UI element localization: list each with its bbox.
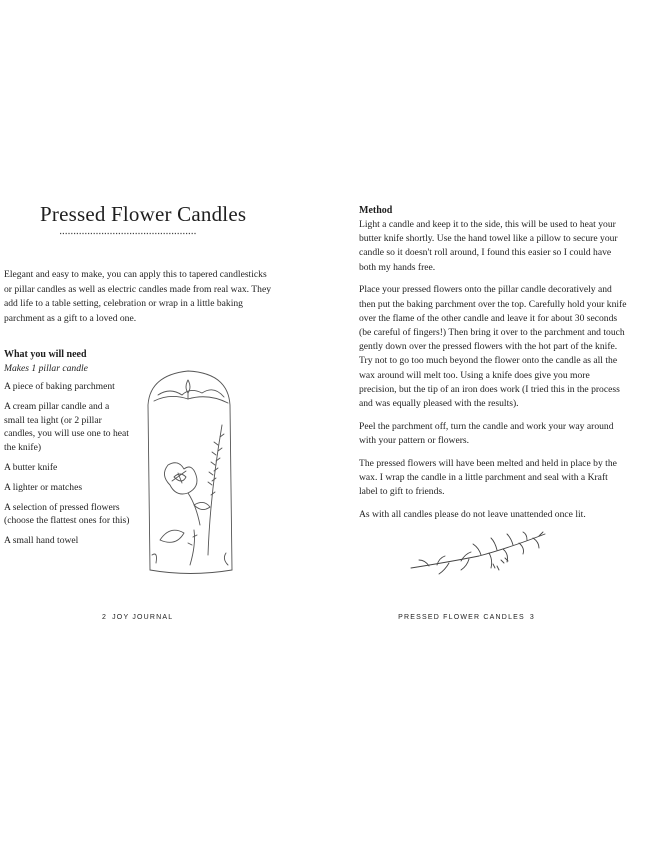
materials-list: [4, 380, 132, 554]
left-page: [0, 0, 331, 848]
folio-left: [102, 614, 173, 621]
method-heading: Method: [359, 205, 393, 216]
needs-subheading: Makes 1 pillar candle: [4, 363, 88, 374]
list-item: A lighter or matches: [4, 481, 83, 493]
list-item: A selection of pressed flowers (choose the flattest ones for this): [4, 501, 130, 526]
intro-paragraph: Elegant and easy to make, you can apply this to tapered candlesticks or pillar candles as well as electric candles made from real wax. They add life to a table setting, celebration or wrap in a little baking parchment as a gift to a loved one.: [4, 269, 271, 324]
method-steps: [359, 218, 627, 530]
right-page: [331, 0, 663, 848]
page-number: 2: [102, 614, 108, 621]
method-step: As with all candles please do not leave unattended once lit.: [359, 508, 586, 520]
list-item: A butter knife: [4, 461, 58, 473]
dotted-rule: [60, 232, 196, 235]
candle-illustration: [130, 365, 250, 580]
list-item: A small hand towel: [4, 535, 79, 546]
method-step: Light a candle and keep it to the side, this will be used to heat your butter knife shortly. Use the hand towel like a pillow to secure your candle so it doesn't roll around, I found this easier so I could have both my hands free.: [359, 219, 618, 273]
folio-label: JOY JOURNAL: [112, 614, 174, 621]
method-step: Place your pressed flowers onto the pillar candle decoratively and then put the baking parchment over the top. Carefully hold your knife over the flame of the other candle and leave it for about 30 seconds (be careful of fingers!) Then bring it over to the parchment and touch gently down over the pressed flowers with the hot part of the knife. Try not to go too much beyond the flower onto the candle as all the wax around will melt too. Using a knife does give you more precision, but the tip of an iron does work (I tried this in the process and was equally pleased with the results).: [359, 284, 627, 409]
folio-right: [398, 614, 535, 621]
page-number: 3: [529, 614, 535, 621]
folio-label: PRESSED FLOWER CANDLES: [398, 614, 525, 621]
method-step: The pressed flowers will have been melted and held in place by the wax. I wrap the candle in a little parchment and seal with a Kraft label to gift to friends.: [359, 457, 617, 497]
list-item: A cream pillar candle and a small tea light (or 2 pillar candles, you will use one to heat the knife): [4, 401, 129, 453]
method-step: Peel the parchment off, turn the candle and work your way around with your pattern or flowers.: [359, 420, 614, 446]
needs-heading: What you will need: [4, 349, 87, 360]
list-item: A piece of baking parchment: [4, 381, 115, 392]
sprig-icon: [409, 530, 549, 580]
page-title: Pressed Flower Candles: [40, 202, 247, 226]
